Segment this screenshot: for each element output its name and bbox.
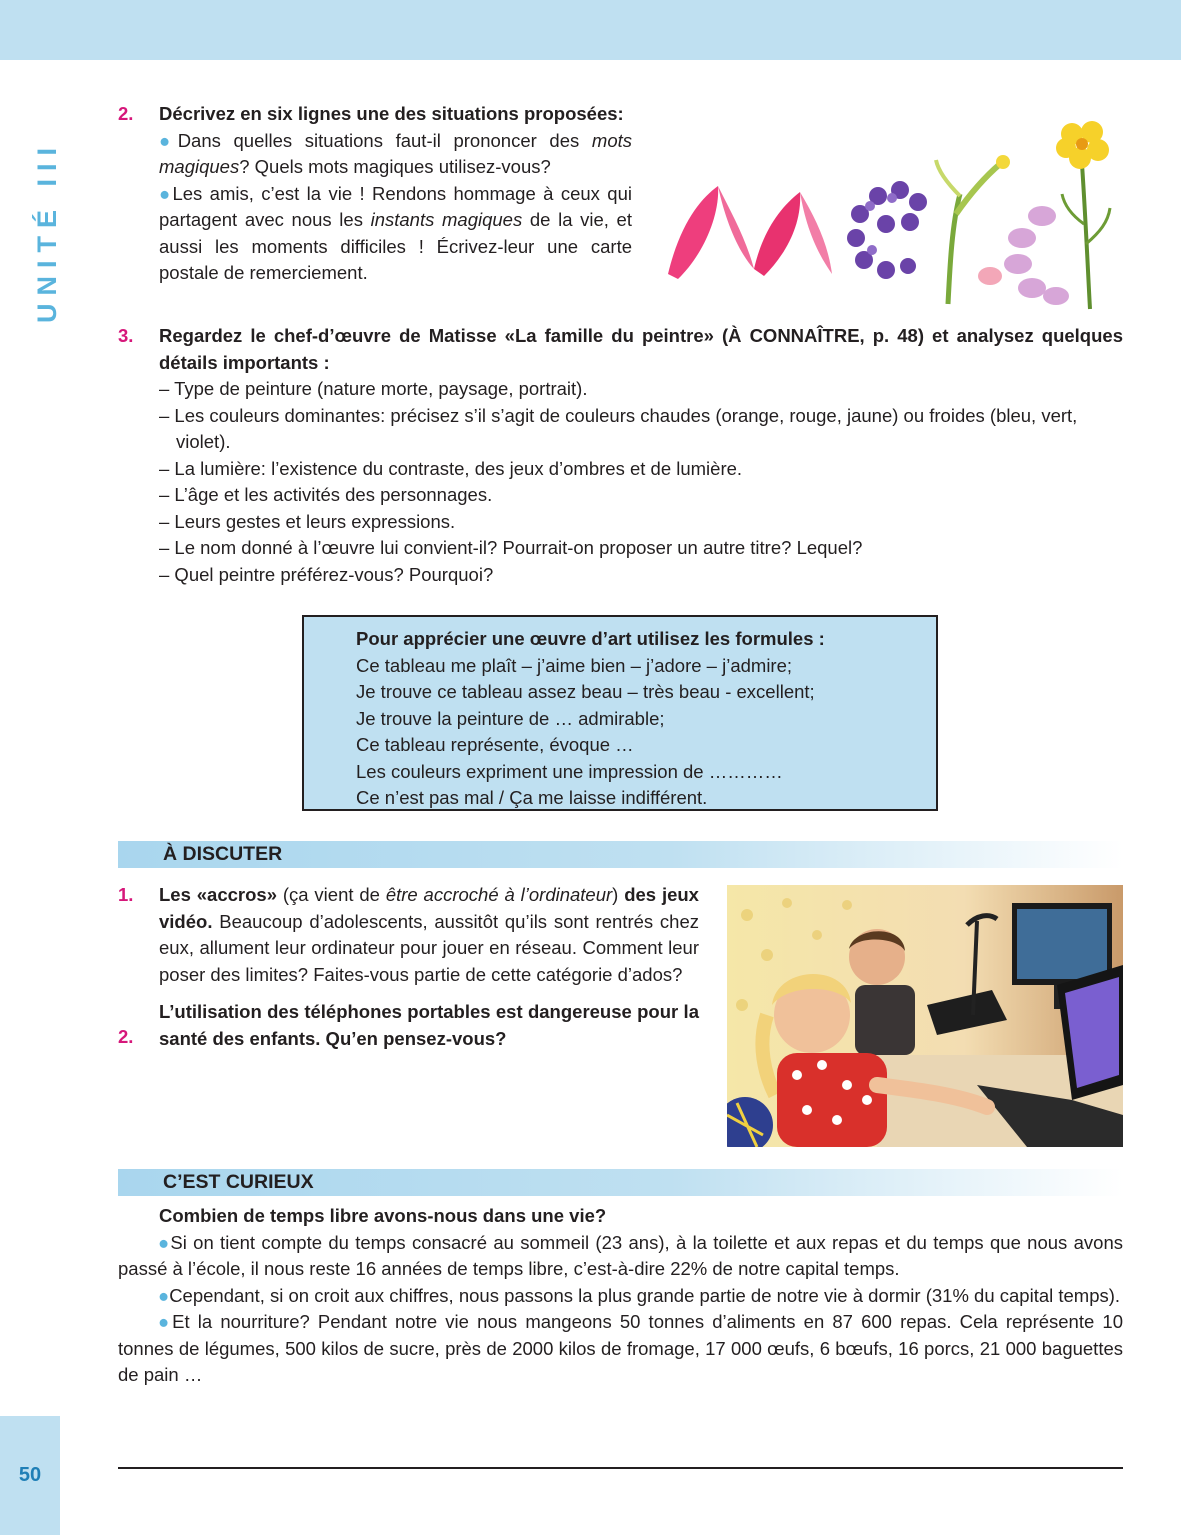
bullet-icon: ● xyxy=(159,182,173,204)
exercise-3-item: – L’âge et les activités des personnages. xyxy=(159,484,493,505)
formula-line: Ce tableau me plaît – j’aime bien – j’adore – j’admire; xyxy=(356,654,793,676)
exercise-3-item: – Les couleurs dominantes: précisez s’il s’agit de couleurs chaudes (orange, rouge, jaune) ou froides (bleu, vert, violet). xyxy=(159,404,1078,452)
exercise-3-item: – Le nom donné à l’œuvre lui convient-il? Pourrait-on proposer un autre titre? Lequel? xyxy=(159,537,863,558)
discuter-heading: À DISCUTER xyxy=(163,843,283,865)
exercise-3-title: Regardez le chef-d’œuvre de Matisse «La famille du peintre» (À CONNAÎTRE, p. 48) et analysez quelques détails importants : xyxy=(159,325,1123,373)
bullet-icon: ● xyxy=(158,1231,171,1253)
bullet-icon: ● xyxy=(159,129,178,151)
discuter-q1-number: 1. xyxy=(118,884,134,905)
discuter-q2-number: 2. xyxy=(118,1026,134,1047)
children-computer-photo xyxy=(727,885,1123,1147)
curieux-paragraph: ●Si on tient compte du temps consacré au sommeil (23 ans), à la toilette et aux repas et du temps que nous avons passé à l’école, il nous reste 16 années de temps libre, c’est-à-dire 22% de notre capital temps. xyxy=(118,1231,1123,1279)
exercise-2 xyxy=(159,101,632,287)
bottom-rule xyxy=(118,1467,1123,1469)
formula-line: Les couleurs expriment une impression de ………… xyxy=(356,760,783,782)
discuter-questions xyxy=(159,882,699,1052)
merci-flower-image xyxy=(660,104,1122,312)
exercise-3 xyxy=(159,323,1123,588)
formula-box-title: Pour apprécier une œuvre d’art utilisez les formules : xyxy=(356,628,825,649)
curieux-question: Combien de temps libre avons-nous dans une vie? xyxy=(159,1205,607,1226)
curieux-heading: C’EST CURIEUX xyxy=(163,1171,314,1193)
exercise-2-number: 2. xyxy=(118,103,134,124)
formula-box xyxy=(302,615,938,811)
exercise-2-bullet-2: ●Les amis, c’est la vie ! Rendons hommage à ceux qui partagent avec nous les instants magiques de la vie, et aussi les moments difficiles ! Écrivez-leur une carte postale de remerciement. xyxy=(159,182,632,283)
exercise-3-item: – La lumière: l’existence du contraste, des jeux d’ombres et de lumière. xyxy=(159,457,743,479)
curieux-paragraph: ●Cependant, si on croit aux chiffres, nous passons la plus grande partie de notre vie à dormir (31% du capital temps). xyxy=(158,1284,1121,1306)
curieux-text xyxy=(118,1203,1123,1389)
bullet-icon: ● xyxy=(158,1284,170,1306)
page-number: 50 xyxy=(18,1464,42,1486)
curieux-paragraph: ●Et la nourriture? Pendant notre vie nous mangeons 50 tonnes d’aliments en 87 600 repas. Cela représente 10 tonnes de légumes, 500 kilos de sucre, près de 2000 kilos de fromage, 17 000 œufs, 6 bœufs, 16 porcs, 21 000 baguettes de pain … xyxy=(118,1311,1123,1385)
top-band xyxy=(0,0,1181,60)
bullet-icon: ● xyxy=(158,1311,173,1332)
unit-label: UNITÉ III xyxy=(32,139,62,323)
exercise-3-item: – Type de peinture (nature morte, paysage, portrait). xyxy=(159,378,588,399)
exercise-3-number: 3. xyxy=(118,325,134,346)
formula-line: Je trouve la peinture de … admirable; xyxy=(356,707,665,729)
discuter-q2: L’utilisation des téléphones portables est dangereuse pour la santé des enfants. Qu’en pensez-vous? xyxy=(159,1001,699,1049)
exercise-3-item: – Leurs gestes et leurs expressions. xyxy=(159,510,456,532)
formula-line: Ce n’est pas mal / Ça me laisse indifférent. xyxy=(356,787,708,808)
formula-line: Je trouve ce tableau assez beau – très beau - excellent; xyxy=(356,681,815,702)
exercise-2-bullet-1: ●Dans quelles situations faut-il prononcer des mots magiques? Quels mots magiques utilisez-vous? xyxy=(159,129,632,177)
exercise-2-title: Décrivez en six lignes une des situations proposées: xyxy=(159,103,624,124)
discuter-q1: Les «accros» (ça vient de être accroché à l’ordinateur) des jeux vidéo. Beaucoup d’adolescents, aussitôt qu’ils sont rentrés chez eux, allument leur ordinateur pour jouer en réseau. Comment leur poser des limites? Faites-vous partie de cette catégorie d’ados? xyxy=(159,884,699,985)
formula-line: Ce tableau représente, évoque … xyxy=(356,734,634,755)
exercise-3-item: – Quel peintre préférez-vous? Pourquoi? xyxy=(159,563,494,585)
